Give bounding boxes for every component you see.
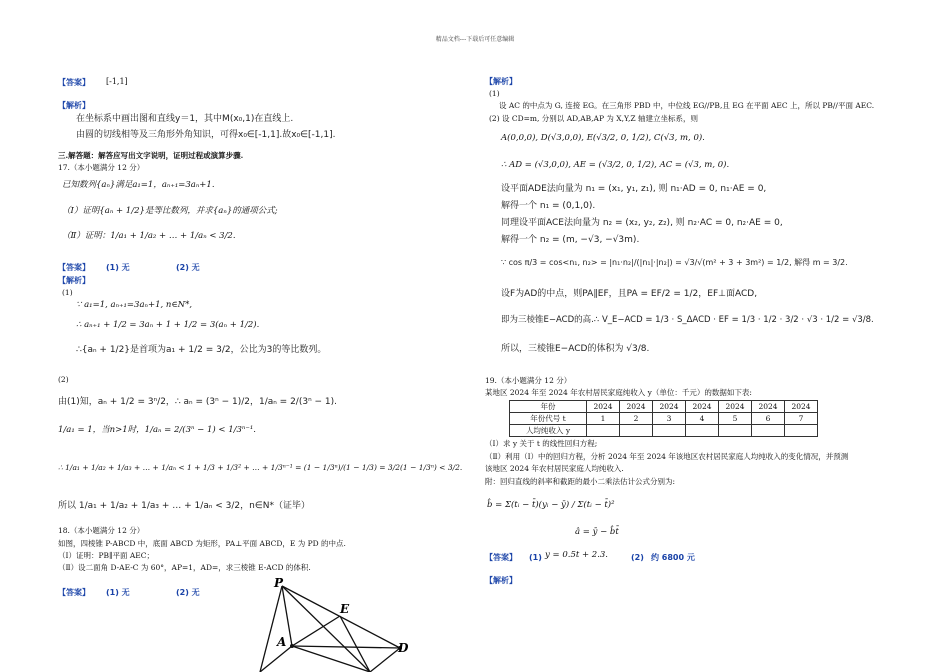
formula-note: 附：回归直线的斜率和截距的最小二乘法估计公式分别为:	[485, 477, 676, 486]
question-17-given: 已知数列{aₙ}满足a₁=1，aₙ₊₁=3aₙ+1.	[62, 180, 215, 190]
answer-tag: 【答案】	[485, 553, 517, 562]
analysis-tag: 【解析】	[485, 77, 517, 86]
answer-part-1: (1) 无	[106, 263, 130, 272]
answer-part-1: y = 0.5t + 2.3.	[545, 550, 609, 560]
question-19-intro: 某地区 2024 年至 2024 年农村居民家庭纯收入 y（单位：千元）的数据如下表:	[485, 388, 752, 397]
solution-step: (2) 设 CD=m, 分别以 AD,AB,AP 为 X,Y,Z 轴建立坐标系，则	[489, 114, 698, 123]
answer-part-1: (1) 无	[106, 588, 130, 597]
label-a: A	[277, 635, 287, 649]
analysis-line: 在坐标系中画出图和直线y＝1，其中M(x₀,1)在直线上.	[76, 114, 294, 124]
table-cell: 3	[653, 413, 686, 425]
answer-part-2-label: (2)	[631, 553, 644, 562]
solution-step: ∴ aₙ₊₁ + 1/2 = 3aₙ + 1 + 1/2 = 3(aₙ + 1/2).	[76, 320, 260, 330]
table-cell	[752, 425, 785, 437]
table-cell: 2024	[686, 401, 719, 413]
math-step: 设平面ADE法向量为 n₁ = (x₁, y₁, z₁), 则 n₁·AD = 0, n₁·AE = 0,	[501, 184, 767, 194]
solution-step: ∴ 1/a₁ + 1/a₂ + 1/a₃ + … + 1/aₙ < 1 + 1/3 + 1/3² + … + 1/3ⁿ⁻¹ = (1 − 1/3ⁿ)/(1 − 1/3) = 3/2(1 − 1/3ⁿ) < 3/2.	[58, 463, 463, 472]
table-cell: 5	[719, 413, 752, 425]
table-cell: 1	[587, 413, 620, 425]
solution-step: ∵ a₁=1, aₙ₊₁=3aₙ+1, n∈N*,	[76, 300, 193, 310]
edge-ab	[260, 646, 292, 672]
table-cell: 4	[686, 413, 719, 425]
pyramid-figure	[230, 572, 430, 672]
question-17-header: 17.（本小题满分 12 分）	[58, 163, 145, 172]
table-row	[510, 425, 818, 437]
table-cell	[686, 425, 719, 437]
table-cell: 年份代号 t	[510, 413, 587, 425]
solution-step: 1/a₁ = 1，当n>1时，1/aₙ = 2/(3ⁿ − 1) < 1/3ⁿ⁻¹.	[58, 425, 256, 435]
table-cell: 2024	[752, 401, 785, 413]
answer-part-2: 约 6800 元	[651, 553, 695, 562]
step-label: (2)	[58, 375, 69, 384]
edge-dc	[370, 648, 400, 672]
table-cell	[719, 425, 752, 437]
question-18-header: 18.（本小题满分 12 分）	[58, 526, 145, 535]
step-label: (1)	[489, 89, 500, 98]
formula-slope: b̂ = Σ(tᵢ − t̄)(yᵢ − ȳ) / Σ(tᵢ − t̄)²	[487, 500, 615, 510]
table-cell: 2024	[653, 401, 686, 413]
table-cell: 2024	[620, 401, 653, 413]
math-step: 设F为AD的中点，则PA∥EF，且PA = EF/2 = 1/2，EF⊥面ACD,	[501, 289, 758, 299]
math-step: 解得一个 n₁ = (0,1,0).	[501, 201, 596, 211]
label-p: P	[274, 576, 284, 590]
table-cell: 2024	[785, 401, 818, 413]
solution-step: 所以 1/a₁ + 1/a₂ + 1/a₃ + … + 1/aₙ < 3/2，n∈N*（证毕）	[58, 501, 310, 511]
table-cell: 6	[752, 413, 785, 425]
question-19-part-2: （Ⅱ）利用（Ⅰ）中的回归方程，分析 2024 年至 2024 年该地区农村居民家庭人均纯收入的变化情况，并预测	[485, 452, 849, 461]
table-cell	[785, 425, 818, 437]
analysis-line: 由圆的切线相等及三角形外角知识，可得x₀∈[-1,1].故x₀∈[-1,1].	[76, 130, 336, 140]
table-cell	[653, 425, 686, 437]
analysis-tag: 【解析】	[58, 101, 90, 110]
solution-step: 由(1)知，aₙ + 1/2 = 3ⁿ/2，∴ aₙ = (3ⁿ − 1)/2，1/aₙ = 2/(3ⁿ − 1).	[58, 397, 338, 407]
question-18-part-1: （Ⅰ）证明：PB∥平面 AEC；	[58, 551, 154, 560]
page-header: 精品文档---下载后可任意编辑	[435, 36, 515, 43]
question-17-part-2: （Ⅱ）证明：1/a₁ + 1/a₂ + … + 1/aₙ < 3/2.	[62, 231, 236, 241]
answer-tag: 【答案】	[58, 263, 90, 272]
solution-step: 设 AC 的中点为 G, 连接 EG。在三角形 PBD 中，中位线 EG//PB,且 EG 在平面 AEC 上，所以 PB//平面 AEC.	[499, 101, 875, 110]
math-step: 即为三棱锥E−ACD的高.∴ V_E−ACD = 1/3 · S_ΔACD · EF = 1/3 · 1/2 · 3/2 · √3 · 1/2 = √3/8.	[501, 315, 874, 325]
edge-pb	[260, 586, 282, 672]
question-19-part-1: （Ⅰ）求 y 关于 t 的线性回归方程;	[485, 439, 598, 448]
section-title: 三.解答题：解答应写出文字说明，证明过程或演算步骤.	[58, 151, 244, 160]
formula-intercept: â = ȳ − b̂t̄	[575, 527, 619, 537]
question-18-text: 如图，四棱锥 P-ABCD 中，底面 ABCD 为矩形，PA⊥平面 ABCD，E 为 PD 的中点.	[58, 539, 346, 548]
table-cell: 年份	[510, 401, 587, 413]
answer-value: [-1,1]	[106, 77, 128, 86]
math-step: ∴ AD = (√3,0,0), AE = (√3/2, 0, 1/2), AC = (√3, m, 0).	[501, 160, 730, 170]
math-step: A(0,0,0), D(√3,0,0), E(√3/2, 0, 1/2), C(√3, m, 0).	[501, 133, 705, 143]
table-cell: 2024	[719, 401, 752, 413]
math-step: 解得一个 n₂ = (m, −√3, −√3m).	[501, 235, 640, 245]
question-19-part-2-cont: 该地区 2024 年农村居民家庭人均纯收入.	[485, 464, 624, 473]
edge-ea	[292, 616, 340, 646]
question-19-header: 19.（本小题满分 12 分）	[485, 376, 572, 385]
income-table	[509, 400, 818, 437]
math-step: 所以，三棱锥E−ACD的体积为 √3/8.	[501, 344, 650, 354]
label-d: D	[398, 641, 409, 655]
label-e: E	[340, 602, 350, 616]
step-label: (1)	[62, 288, 73, 297]
table-row	[510, 413, 818, 425]
question-17-part-1: （Ⅰ）证明{aₙ + 1/2}是等比数列，并求{aₙ}的通项公式;	[62, 206, 278, 216]
table-cell	[620, 425, 653, 437]
math-step: ∵ cos π/3 = cos<n₁, n₂> = |n₁·n₂|/(|n₁|·|n₂|) = √3/√(m² + 3 + 3m²) = 1/2, 解得 m = 3/2.	[501, 258, 848, 267]
table-cell	[587, 425, 620, 437]
table-cell: 2024	[587, 401, 620, 413]
answer-part-2: (2) 无	[176, 588, 200, 597]
math-step: 同理设平面ACE法向量为 n₂ = (x₂, y₂, z₂), 则 n₂·AC = 0, n₂·AE = 0,	[501, 218, 783, 228]
table-row	[510, 401, 818, 413]
table-cell: 2	[620, 413, 653, 425]
answer-tag: 【答案】	[58, 78, 90, 87]
solution-step: ∴{aₙ + 1/2}是首项为a₁ + 1/2 = 3/2，公比为3的等比数列。	[76, 345, 327, 355]
table-cell: 7	[785, 413, 818, 425]
edge-pc	[282, 586, 370, 672]
question-18-part-2: （Ⅱ）设二面角 D-AE-C 为 60°，AP=1，AD=，求三棱锥 E-ACD 的体积.	[58, 563, 311, 572]
analysis-tag: 【解析】	[485, 576, 517, 585]
answer-tag: 【答案】	[58, 588, 90, 597]
answer-part-1-label: (1)	[529, 553, 542, 562]
analysis-tag: 【解析】	[58, 276, 90, 285]
answer-part-2: (2) 无	[176, 263, 200, 272]
table-cell: 人均纯收入 y	[510, 425, 587, 437]
point-a	[290, 644, 294, 648]
